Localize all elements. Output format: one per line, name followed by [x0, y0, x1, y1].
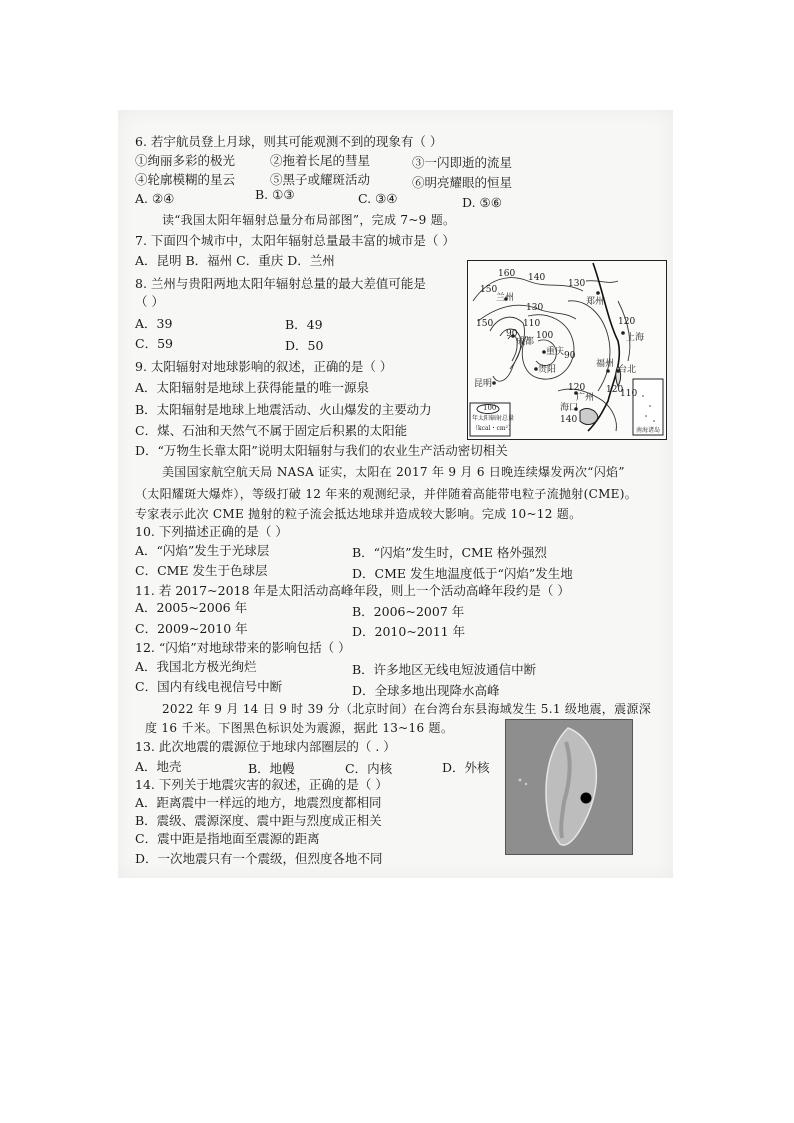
- q8-option-c: C．59: [135, 336, 173, 351]
- q13-option-b: B．地幔: [248, 761, 295, 776]
- q11-option-c: C．2009~2010 年: [135, 621, 248, 636]
- city-haikou: 海口: [560, 403, 579, 413]
- q8-option-d: D．50: [285, 338, 324, 353]
- city-kunming: 昆明: [474, 379, 493, 389]
- q6-option-c: C. ③④: [358, 191, 398, 206]
- q9-stem: 9. 太阳辐射对地球影响的叙述，正确的是（ ）: [135, 359, 393, 374]
- q6-item-5: ⑤黑子或耀斑活动: [270, 172, 371, 187]
- intro-10-12-line1: 美国国家航空航天局 NASA 证实，太阳在 2017 年 9 月 6 日晚连续爆发两次“闪焰”: [162, 465, 625, 479]
- q10-option-d: D．CME 发生地温度低于“闪焰”发生地: [352, 566, 573, 581]
- isoline-100: 100: [536, 331, 554, 341]
- legend-value: 100: [483, 404, 497, 412]
- q6-item-3: ③一闪即逝的流星: [412, 155, 513, 170]
- q8-option-a: A．39: [135, 316, 173, 331]
- city-shanghai: 上海: [626, 333, 645, 343]
- epicenter-marker: [581, 793, 592, 804]
- q10-option-a: A．“闪焰”发生于光球层: [135, 543, 270, 558]
- q12-option-c: C．国内有线电视信号中断: [135, 679, 283, 694]
- q11-option-a: A．2005~2006 年: [135, 600, 248, 615]
- q13-option-a: A．地壳: [135, 759, 182, 774]
- intro-13-16-line2: 度 16 千米。下图黑色标识处为震源，据此 13~16 题。: [145, 721, 454, 735]
- q8-stem: 8. 兰州与贵阳两地太阳年辐射总量的最大差值可能是: [135, 276, 426, 291]
- q6-stem: 6. 若宇航员登上月球，则其可能观测不到的现象有（ ）: [135, 134, 443, 149]
- q9-option-a: A．太阳辐射是地球上获得能量的唯一源泉: [135, 380, 370, 395]
- isoline-120c: 120: [606, 385, 624, 395]
- q7-options: A．昆明 B．福州 C．重庆 D．兰州: [135, 253, 335, 268]
- q6-item-2: ②拖着长尾的彗星: [270, 153, 371, 168]
- isoline-110b: 110: [620, 389, 638, 399]
- city-zhengzhou: 郑州: [586, 297, 605, 307]
- q10-stem: 10. 下列描述正确的是（ ）: [135, 524, 288, 539]
- isoline-110a: 110: [523, 319, 541, 329]
- q11-option-d: D．2010~2011 年: [352, 624, 466, 639]
- intro-10-12-line3: 专家表示此次 CME 抛射的粒子流会抵达地球并造成较大影响。完成 10~12 题。: [135, 507, 582, 521]
- quake-map-drawing: [506, 720, 632, 854]
- q14-option-c: C．震中距是指地面至震源的距离: [135, 831, 320, 846]
- city-lanzhou: 兰州: [496, 293, 515, 303]
- q10-option-c: C．CME 发生于色球层: [135, 563, 268, 578]
- city-guangzhou: 广州: [576, 393, 595, 403]
- city-chengdu: 成都: [516, 337, 535, 347]
- q6-option-d: D. ⑤⑥: [462, 195, 502, 210]
- q11-option-b: B．2006~2007 年: [352, 604, 465, 619]
- isoline-90b: 90: [564, 351, 576, 361]
- q10-option-b: B．“闪焰”发生时，CME 格外强烈: [352, 545, 547, 560]
- q7-stem: 7. 下面四个城市中，太阳年辐射总量最丰富的城市是（ ）: [135, 233, 455, 248]
- q9-option-d: D．“万物生长靠太阳”说明太阳辐射与我们的农业生产活动密切相关: [135, 443, 508, 458]
- q6-option-b: B. ①③: [255, 187, 295, 202]
- isoline-140b: 140: [560, 415, 578, 425]
- q13-option-d: D．外核: [442, 760, 490, 775]
- isoline-160: 160: [498, 269, 516, 279]
- q6-item-4: ④轮廓模糊的星云: [135, 172, 236, 187]
- q11-stem: 11. 若 2017~2018 年是太阳活动高峰年段，则上一个活动高峰年段约是（ ）: [135, 583, 570, 598]
- q14-stem: 14. 下列关于地震灾害的叙述，正确的是（ ）: [135, 777, 388, 792]
- isoline-150: 150: [480, 285, 498, 295]
- intro-13-16-line1: 2022 年 9 月 14 日 9 时 39 分（北京时间）在台湾台东县海域发生 5.1 级地震，震源深: [162, 702, 651, 716]
- taiwan-quake-map: [505, 719, 633, 855]
- isoline-130b: 130: [526, 303, 544, 313]
- city-fuzhou: 福州: [596, 359, 615, 369]
- q13-option-c: C．内核: [345, 761, 393, 776]
- isoline-90a: 90: [506, 329, 518, 339]
- q12-option-d: D．全球多地出现降水高峰: [352, 683, 500, 698]
- q6-item-6: ⑥明亮耀眼的恒星: [412, 175, 513, 190]
- isoline-120b: 120: [568, 383, 586, 393]
- solar-radiation-map: [467, 260, 667, 440]
- legend-label: 年太阳辐射总量: [472, 415, 515, 422]
- isoline-120a: 120: [618, 317, 636, 327]
- q12-stem: 12. “闪焰”对地球带来的影响包括（ ）: [135, 640, 351, 655]
- q14-option-a: A．距离震中一样远的地方，地震烈度都相同: [135, 795, 382, 810]
- q6-option-a: A. ②④: [135, 191, 175, 206]
- q6-item-1: ①绚丽多彩的极光: [135, 153, 236, 168]
- q8-paren: （ ）: [135, 294, 164, 309]
- q14-option-d: D．一次地震只有一个震级，但烈度各地不同: [135, 851, 383, 866]
- isoline-140: 140: [528, 273, 546, 283]
- q12-option-a: A．我国北方极光绚烂: [135, 659, 257, 674]
- isoline-130a: 130: [568, 279, 586, 289]
- inset-label: 南海诸岛: [636, 427, 661, 434]
- q14-option-b: B．震级、震源深度、震中距与烈度成正相关: [135, 813, 382, 828]
- q9-option-c: C．煤、石油和天然气不属于固定后积累的太阳能: [135, 423, 408, 438]
- city-guiyang: 贵阳: [538, 365, 557, 375]
- intro-7-9: 读“我国太阳年辐射总量分布局部图”，完成 7~9 题。: [162, 213, 456, 227]
- q9-option-b: B．太阳辐射是地球上地震活动、火山爆发的主要动力: [135, 402, 432, 417]
- isoline-150b: 150: [476, 319, 494, 329]
- city-chongqing: 重庆: [546, 347, 565, 357]
- legend-unit: （kcal・cm²）: [472, 425, 514, 432]
- city-taibei: 台北: [618, 365, 637, 375]
- q8-option-b: B．49: [285, 317, 323, 332]
- q13-stem: 13. 此次地震的震源位于地球内部圈层的（ . ）: [135, 739, 396, 754]
- q12-option-b: B．许多地区无线电短波通信中断: [352, 662, 537, 677]
- intro-10-12-line2: （太阳耀斑大爆炸），等级打破 12 年来的观测纪录，并伴随着高能带电粒子流抛射(CME)。: [135, 487, 637, 501]
